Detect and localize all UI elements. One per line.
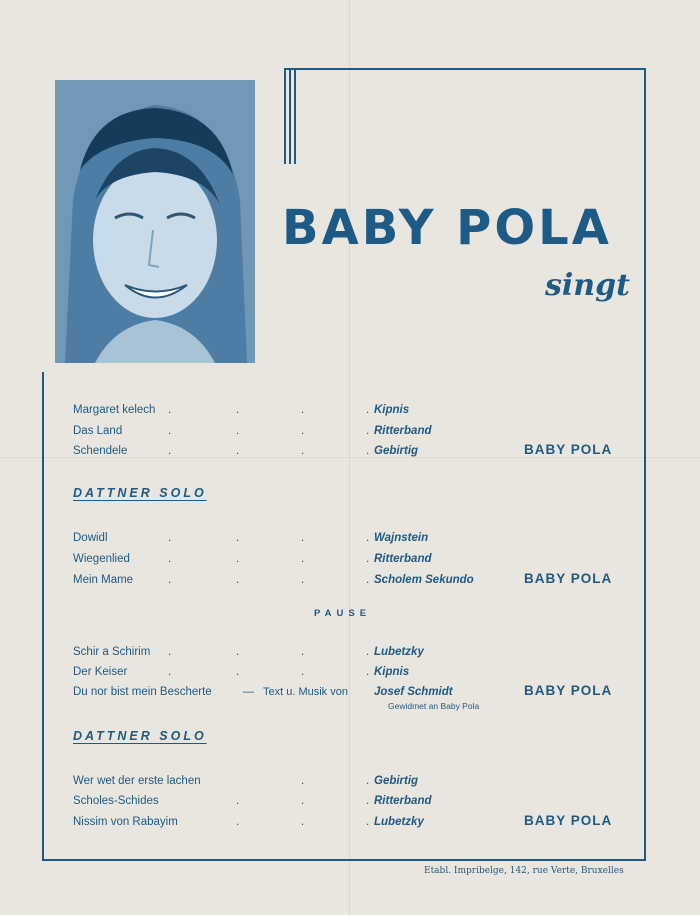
composer-name: Ritterband bbox=[374, 553, 432, 565]
dash: — bbox=[243, 686, 254, 698]
decorative-bar bbox=[294, 68, 296, 164]
frame-top-border bbox=[284, 68, 646, 70]
performer-name: BABY POLA bbox=[524, 571, 613, 586]
dedication-note: Gewidmet an Baby Pola bbox=[388, 701, 480, 711]
song-title: Wiegenlied bbox=[73, 553, 130, 565]
composer-name: Ritterband bbox=[374, 425, 432, 437]
song-title: Scholes-Schides bbox=[73, 795, 159, 807]
program-row: Wer wet der erste lachen . . Gebirtig bbox=[73, 775, 419, 787]
composer-name: Scholem Sekundo bbox=[374, 574, 474, 586]
performer-name: BABY POLA bbox=[524, 683, 613, 698]
song-title: Der Keiser bbox=[73, 666, 128, 678]
song-title: Schir a Schirim bbox=[73, 646, 151, 658]
printer-imprint: Etabl. Impribelge, 142, rue Verte, Bruxelles bbox=[424, 866, 624, 876]
song-title: Nissim von Rabayim bbox=[73, 816, 178, 828]
credit-label: Text u. Musik von bbox=[263, 686, 348, 698]
song-title: Du nor bist mein Bescherte bbox=[73, 686, 212, 698]
composer-name: Lubetzky bbox=[374, 816, 424, 828]
composer-name: Lubetzky bbox=[374, 646, 424, 658]
program-row: Schendele . . . . Gebirtig BABY POLA bbox=[73, 442, 613, 457]
performer-name: BABY POLA bbox=[524, 442, 613, 457]
frame-left-border bbox=[42, 372, 44, 861]
program-row: Nissim von Rabayim . . . Lubetzky BABY POLA bbox=[73, 813, 613, 828]
program-row: Wiegenlied . . . . Ritterband bbox=[73, 553, 432, 565]
program-row: Das Land . . . . Ritterband bbox=[73, 425, 432, 437]
program-row: Dowidl . . . . Wajnstein bbox=[73, 532, 429, 544]
frame-right-border bbox=[644, 68, 646, 861]
composer-name: Josef Schmidt bbox=[374, 686, 453, 698]
page-subtitle: singt bbox=[545, 268, 630, 303]
program-row: Schir a Schirim . . . . Lubetzky bbox=[73, 646, 424, 658]
song-title: Margaret kelech bbox=[73, 404, 156, 416]
program-row: Margaret kelech . . . . Kipnis bbox=[73, 404, 410, 416]
song-title: Dowidl bbox=[73, 532, 108, 544]
decorative-bar bbox=[289, 68, 291, 164]
intermission-label: PAUSE bbox=[314, 608, 372, 619]
frame-bottom-border bbox=[42, 859, 646, 861]
decorative-bar bbox=[284, 68, 286, 164]
program-row: Mein Mame . . . . Scholem Sekundo BABY POLA bbox=[73, 571, 613, 586]
page-title: BABY POLA bbox=[282, 200, 612, 256]
program-row bbox=[73, 683, 633, 716]
composer-name: Kipnis bbox=[374, 666, 410, 678]
portrait-photo bbox=[55, 80, 255, 363]
program-row: Der Keiser . . . . Kipnis bbox=[73, 666, 410, 678]
section-heading: DATTNER SOLO bbox=[73, 486, 207, 500]
composer-name: Gebirtig bbox=[374, 445, 419, 457]
song-title: Wer wet der erste lachen bbox=[73, 775, 201, 787]
performer-name: BABY POLA bbox=[524, 813, 613, 828]
composer-name: Kipnis bbox=[374, 404, 410, 416]
composer-name: Wajnstein bbox=[374, 532, 429, 544]
program-row: Scholes-Schides . . . Ritterband bbox=[73, 795, 432, 807]
section-heading: DATTNER SOLO bbox=[73, 729, 207, 743]
song-title: Schendele bbox=[73, 445, 128, 457]
song-title: Das Land bbox=[73, 425, 123, 437]
composer-name: Ritterband bbox=[374, 795, 432, 807]
composer-name: Gebirtig bbox=[374, 775, 419, 787]
song-title: Mein Mame bbox=[73, 574, 134, 586]
portrait-photo-icon bbox=[55, 80, 255, 363]
